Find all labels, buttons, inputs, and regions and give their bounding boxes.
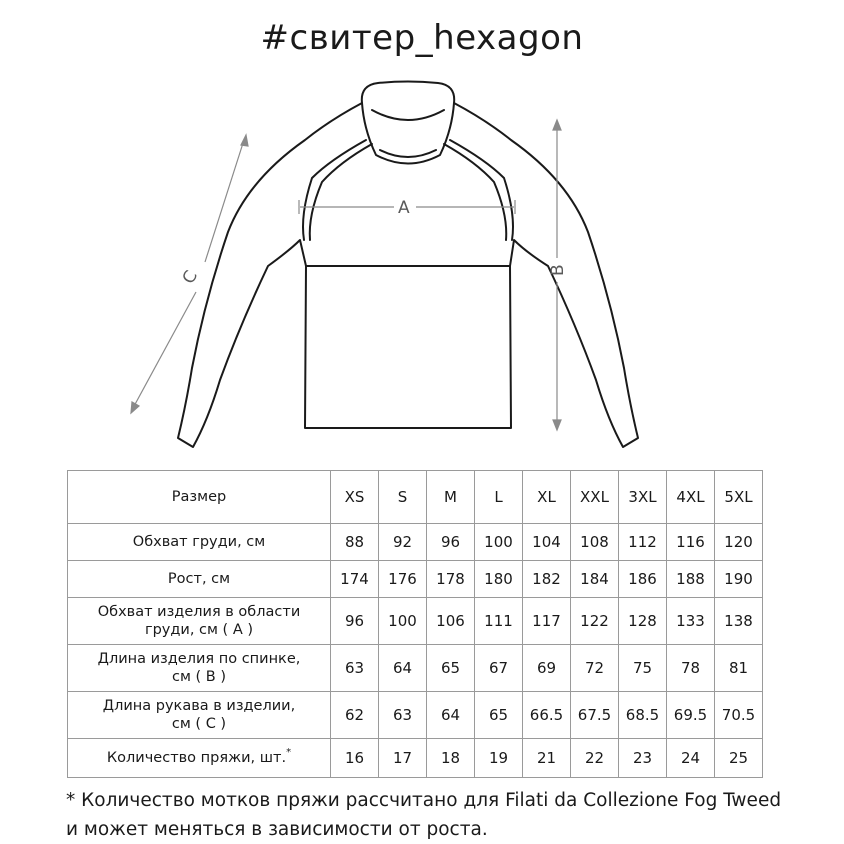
collar-outline (362, 82, 454, 164)
table-cell: 67.5 (571, 692, 619, 739)
raglan-seam-left-inner (310, 144, 372, 240)
table-cell: 133 (667, 598, 715, 645)
measure-label-a: A (398, 198, 410, 218)
table-cell: 65 (475, 692, 523, 739)
table-row (68, 645, 763, 692)
table-cell: 16 (331, 739, 379, 778)
table-row (68, 739, 763, 778)
table-cell: 174 (331, 561, 379, 598)
table-cell: 178 (427, 561, 475, 598)
table-cell: 19 (475, 739, 523, 778)
table-cell: 22 (571, 739, 619, 778)
table-row (68, 561, 763, 598)
table-cell: 182 (523, 561, 571, 598)
table-cell: 24 (667, 739, 715, 778)
row-label-line: см ( B ) (172, 669, 226, 685)
size-col-s: S (379, 471, 427, 524)
table-cell: 67 (475, 645, 523, 692)
size-col-xxl: XXL (571, 471, 619, 524)
row-label (68, 645, 331, 692)
table-cell: 176 (379, 561, 427, 598)
table-cell: 180 (475, 561, 523, 598)
size-col-3xl: 3XL (619, 471, 667, 524)
row-label-line: Длина изделия по спинке, (97, 650, 301, 667)
table-cell: 17 (379, 739, 427, 778)
table-cell: 64 (427, 692, 475, 739)
size-col-5xl: 5XL (715, 471, 763, 524)
size-col-m: M (427, 471, 475, 524)
table-cell: 81 (715, 645, 763, 692)
table-cell: 96 (331, 598, 379, 645)
table-cell: 184 (571, 561, 619, 598)
raglan-seam-right (450, 140, 513, 240)
table-cell: 106 (427, 598, 475, 645)
table-cell: 64 (379, 645, 427, 692)
footnote-line-1: * Количество мотков пряжи рассчитано для Filati da Collezione Fog Tweed (66, 790, 782, 811)
table-cell: 25 (715, 739, 763, 778)
table-cell: 65 (427, 645, 475, 692)
table-cell: 128 (619, 598, 667, 645)
table-row (68, 692, 763, 739)
table-cell: 116 (667, 524, 715, 561)
row-label-line: Длина рукава в изделии, (102, 697, 296, 714)
table-cell: 138 (715, 598, 763, 645)
table-cell: 100 (475, 524, 523, 561)
raglan-seam-right-inner (444, 144, 506, 240)
table-cell: 96 (427, 524, 475, 561)
size-header-label: Размер (68, 471, 331, 524)
table-cell: 66.5 (523, 692, 571, 739)
table-cell: 120 (715, 524, 763, 561)
sweater-outline (178, 103, 638, 447)
table-cell: 69.5 (667, 692, 715, 739)
size-col-4xl: 4XL (667, 471, 715, 524)
row-label-line: груди, см ( А ) (144, 622, 254, 638)
row-label (68, 692, 331, 739)
size-table (67, 470, 763, 778)
table-cell: 63 (331, 645, 379, 692)
table-cell: 100 (379, 598, 427, 645)
row-label-line: см ( С ) (171, 716, 227, 732)
table-cell: 63 (379, 692, 427, 739)
row-label: Рост, см (68, 561, 331, 598)
table-cell: 75 (619, 645, 667, 692)
table-cell: 112 (619, 524, 667, 561)
table-cell: 186 (619, 561, 667, 598)
row-label-line: Обхват изделия в области (97, 603, 301, 620)
row-label (68, 598, 331, 645)
footnote-line-2: и может меняться в зависимости от роста. (66, 819, 488, 840)
table-cell: 188 (667, 561, 715, 598)
measure-label-b: B (548, 264, 568, 276)
size-col-xs: XS (331, 471, 379, 524)
table-cell: 70.5 (715, 692, 763, 739)
table-row (68, 524, 763, 561)
table-cell: 190 (715, 561, 763, 598)
table-cell: 23 (619, 739, 667, 778)
size-col-xl: XL (523, 471, 571, 524)
table-cell: 108 (571, 524, 619, 561)
table-cell: 21 (523, 739, 571, 778)
table-cell: 78 (667, 645, 715, 692)
row-label (68, 739, 331, 778)
table-cell: 92 (379, 524, 427, 561)
row-label-text: Количество пряжи, шт. (106, 749, 287, 766)
table-cell: 117 (523, 598, 571, 645)
table-cell: 88 (331, 524, 379, 561)
table-cell: 111 (475, 598, 523, 645)
table-cell: 104 (523, 524, 571, 561)
collar-inner (372, 110, 444, 120)
footnote-mark: * (286, 746, 292, 758)
raglan-seam-left (303, 140, 366, 240)
table-cell: 72 (571, 645, 619, 692)
footnote (66, 786, 826, 844)
table-cell: 18 (427, 739, 475, 778)
collar-fold (380, 150, 436, 157)
table-cell: 68.5 (619, 692, 667, 739)
page-title: #свитер_hexagon (260, 18, 584, 58)
table-cell: 122 (571, 598, 619, 645)
table-cell: 62 (331, 692, 379, 739)
size-col-l: L (475, 471, 523, 524)
row-label: Обхват груди, см (68, 524, 331, 561)
table-row (68, 598, 763, 645)
size-header-row (68, 471, 763, 524)
measure-label-c: C (178, 267, 202, 288)
table-cell: 69 (523, 645, 571, 692)
